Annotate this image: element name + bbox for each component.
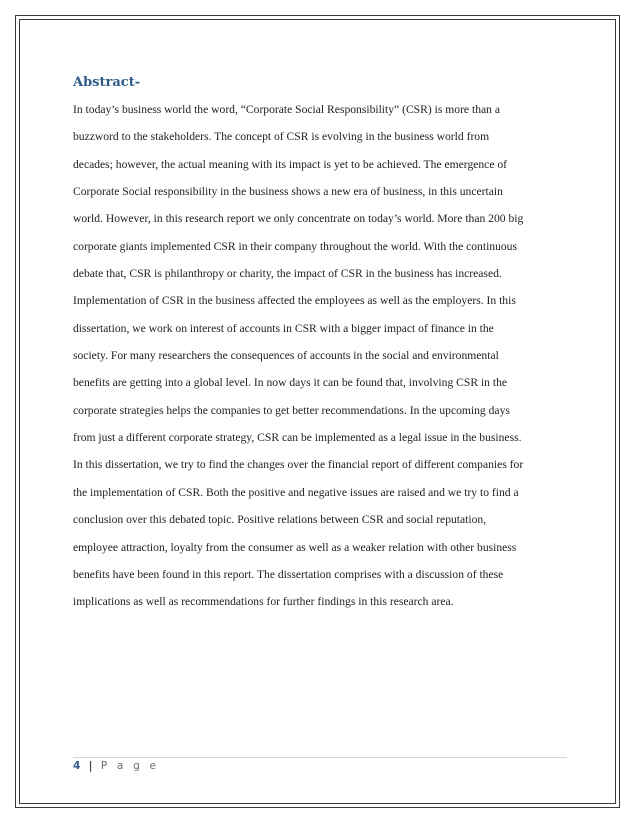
page-footer	[73, 760, 159, 772]
text-line: benefits are getting into a global level. In now days it can be found that, involving CSR in the	[73, 376, 508, 390]
text-line: corporate giants implemented CSR in their company throughout the world. With the continuous	[73, 239, 517, 253]
text-line: conclusion over this debated topic. Positive relations between CSR and social reputation,	[73, 513, 487, 527]
footer-separator: |	[88, 760, 93, 772]
text-line: world. However, in this research report we only concentrate on today’s world. More than 200 big	[73, 212, 524, 226]
text-line: corporate strategies helps the companies to get better recommendations. In the upcoming days	[73, 403, 510, 417]
text-line: implications as well as recommendations for further findings in this research area.	[73, 595, 454, 609]
text-line: dissertation, we work on interest of accounts in CSR with a bigger impact of finance in the	[73, 321, 494, 335]
text-line: benefits have been found in this report. The dissertation comprises with a discussion of these	[73, 567, 504, 581]
footer-divider	[73, 757, 567, 758]
text-line: from just a different corporate strategy, CSR can be implemented as a legal issue in the business.	[73, 431, 522, 445]
text-line: In this dissertation, we try to find the changes over the financial report of different companies for	[73, 458, 524, 472]
text-line: Implementation of CSR in the business affected the employees as well as the employers. In this	[73, 294, 516, 308]
text-line: debate that, CSR is philanthropy or charity, the impact of CSR in the business has increased.	[73, 267, 502, 281]
abstract-heading: Abstract-	[73, 75, 141, 90]
page-label: P a g e	[100, 760, 160, 772]
text-line: buzzword to the stakeholders. The concept of CSR is evolving in the business world from	[73, 130, 490, 144]
text-line: the implementation of CSR. Both the positive and negative issues are raised and we try to find a	[73, 485, 519, 499]
abstract-body	[73, 96, 568, 616]
text-line: employee attraction, loyalty from the consumer as well as a weaker relation with other business	[73, 540, 517, 554]
text-line: decades; however, the actual meaning with its impact is yet to be achieved. The emergence of	[73, 157, 508, 171]
page-number: 4	[73, 760, 81, 772]
text-line: Corporate Social responsibility in the business shows a new era of business, in this uncertain	[73, 185, 503, 199]
text-line: In today’s business world the word, “Corporate Social Responsibility” (CSR) is more than a	[73, 103, 500, 116]
text-line: society. For many researchers the consequences of accounts in the social and environmental	[73, 349, 499, 363]
